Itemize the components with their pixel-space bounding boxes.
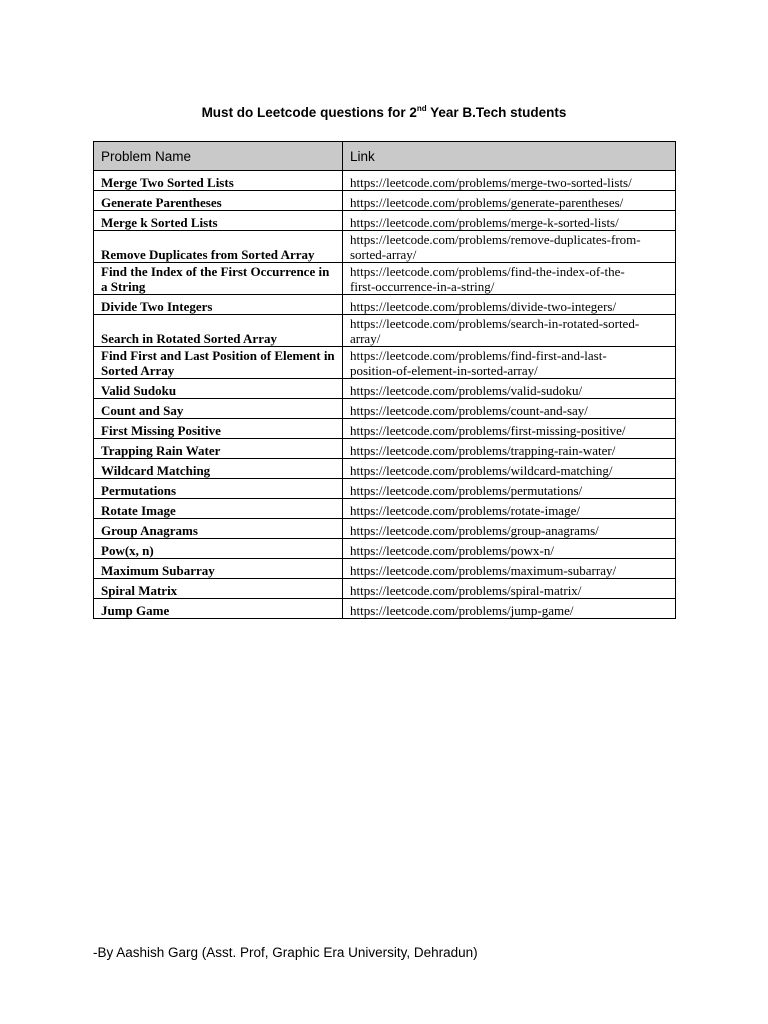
problem-link-cell[interactable] <box>343 559 676 579</box>
problem-name-cell: Merge Two Sorted Lists <box>94 171 343 191</box>
table-row <box>94 379 676 399</box>
problem-link-text[interactable]: https://leetcode.com/problems/permutations/ <box>350 483 583 498</box>
problem-link-text[interactable]: https://leetcode.com/problems/rotate-image/ <box>350 503 580 518</box>
problem-name-cell: Jump Game <box>94 599 343 619</box>
problem-link-cell[interactable] <box>343 263 676 295</box>
table-row <box>94 295 676 315</box>
title-text: Must do Leetcode questions for 2 <box>201 105 417 120</box>
problem-link-text[interactable]: https://leetcode.com/problems/count-and-say/ <box>350 403 588 418</box>
problem-link-cell[interactable] <box>343 439 676 459</box>
problem-name-cell: Rotate Image <box>94 499 343 519</box>
problem-link-cell[interactable] <box>343 519 676 539</box>
problem-name-cell: Divide Two Integers <box>94 295 343 315</box>
author-credit: -By Aashish Garg (Asst. Prof, Graphic Era University, Dehradun) <box>93 945 478 960</box>
problem-link-text[interactable]: https://leetcode.com/problems/first-missing-positive/ <box>350 423 626 438</box>
problem-link-cell[interactable] <box>343 459 676 479</box>
table-row <box>94 419 676 439</box>
problem-link-cell[interactable] <box>343 315 676 347</box>
table-row <box>94 519 676 539</box>
table-row <box>94 599 676 619</box>
problem-name-cell: Valid Sudoku <box>94 379 343 399</box>
problem-name-cell: Permutations <box>94 479 343 499</box>
problem-name-cell: Maximum Subarray <box>94 559 343 579</box>
table-body <box>94 171 676 619</box>
problem-link-text[interactable]: first-occurrence-in-a-string/ <box>350 279 495 294</box>
header-problem-name: Problem Name <box>94 142 343 171</box>
problem-link-cell[interactable] <box>343 211 676 231</box>
table-row <box>94 191 676 211</box>
table-row <box>94 559 676 579</box>
problem-name-cell: Count and Say <box>94 399 343 419</box>
table-row <box>94 479 676 499</box>
table-row <box>94 439 676 459</box>
problem-link-cell[interactable] <box>343 191 676 211</box>
problem-link-text[interactable]: https://leetcode.com/problems/divide-two-integers/ <box>350 299 617 314</box>
problem-link-text[interactable]: https://leetcode.com/problems/find-the-index-of-the- <box>350 264 625 279</box>
problem-link-cell[interactable] <box>343 599 676 619</box>
table-row <box>94 579 676 599</box>
table-row <box>94 499 676 519</box>
problem-name-cell: Merge k Sorted Lists <box>94 211 343 231</box>
problem-link-text[interactable]: https://leetcode.com/problems/group-anagrams/ <box>350 523 599 538</box>
table-row <box>94 539 676 559</box>
problem-link-text[interactable]: https://leetcode.com/problems/generate-parentheses/ <box>350 195 624 210</box>
problem-link-text[interactable]: https://leetcode.com/problems/spiral-matrix/ <box>350 583 582 598</box>
table-row <box>94 211 676 231</box>
problem-link-text[interactable]: https://leetcode.com/problems/maximum-subarray/ <box>350 563 617 578</box>
title-rest: Year B.Tech students <box>426 105 567 120</box>
table-row <box>94 399 676 419</box>
problem-name-cell: Wildcard Matching <box>94 459 343 479</box>
problem-link-text[interactable]: https://leetcode.com/problems/find-first-and-last- <box>350 348 607 363</box>
problem-name-cell: Spiral Matrix <box>94 579 343 599</box>
table-row <box>94 459 676 479</box>
problem-link-text[interactable]: https://leetcode.com/problems/trapping-rain-water/ <box>350 443 616 458</box>
questions-table <box>93 141 676 619</box>
problem-link-text[interactable]: https://leetcode.com/problems/jump-game/ <box>350 603 574 618</box>
problem-name-cell: Group Anagrams <box>94 519 343 539</box>
problem-link-cell[interactable] <box>343 347 676 379</box>
table-row <box>94 263 676 295</box>
header-link: Link <box>343 142 676 171</box>
table-row <box>94 347 676 379</box>
problem-name-cell: Remove Duplicates from Sorted Array <box>94 231 343 263</box>
problem-link-text[interactable]: sorted-array/ <box>350 247 417 262</box>
problem-link-cell[interactable] <box>343 419 676 439</box>
problem-link-text[interactable]: https://leetcode.com/problems/powx-n/ <box>350 543 554 558</box>
table-header-row <box>94 142 676 171</box>
table-row <box>94 315 676 347</box>
problem-link-cell[interactable] <box>343 499 676 519</box>
table-row <box>94 171 676 191</box>
problem-link-cell[interactable] <box>343 379 676 399</box>
problem-link-text[interactable]: https://leetcode.com/problems/wildcard-matching/ <box>350 463 613 478</box>
problem-link-text[interactable]: https://leetcode.com/problems/valid-sudoku/ <box>350 383 583 398</box>
title-superscript: nd <box>416 104 427 113</box>
problem-name-cell: Find the Index of the First Occurrence in a String <box>94 263 343 295</box>
problem-link-cell[interactable] <box>343 171 676 191</box>
problem-link-cell[interactable] <box>343 479 676 499</box>
problem-link-cell[interactable] <box>343 579 676 599</box>
problem-name-cell: Generate Parentheses <box>94 191 343 211</box>
problem-link-text[interactable]: position-of-element-in-sorted-array/ <box>350 363 538 378</box>
problem-name-cell: Search in Rotated Sorted Array <box>94 315 343 347</box>
problem-link-text[interactable]: https://leetcode.com/problems/remove-duplicates-from- <box>350 232 641 247</box>
problem-name-cell: First Missing Positive <box>94 419 343 439</box>
problem-name-cell: Trapping Rain Water <box>94 439 343 459</box>
problem-link-text[interactable]: https://leetcode.com/problems/search-in-rotated-sorted- <box>350 316 640 331</box>
problem-link-text[interactable]: array/ <box>350 331 381 346</box>
problem-link-text[interactable]: https://leetcode.com/problems/merge-k-sorted-lists/ <box>350 215 619 230</box>
problem-link-cell[interactable] <box>343 539 676 559</box>
problem-link-cell[interactable] <box>343 399 676 419</box>
problem-name-cell: Pow(x, n) <box>94 539 343 559</box>
problem-name-cell: Find First and Last Position of Element in Sorted Array <box>94 347 343 379</box>
table-row <box>94 231 676 263</box>
problem-link-cell[interactable] <box>343 231 676 263</box>
page-title <box>0 105 768 120</box>
problem-link-text[interactable]: https://leetcode.com/problems/merge-two-sorted-lists/ <box>350 175 632 190</box>
problem-link-cell[interactable] <box>343 295 676 315</box>
